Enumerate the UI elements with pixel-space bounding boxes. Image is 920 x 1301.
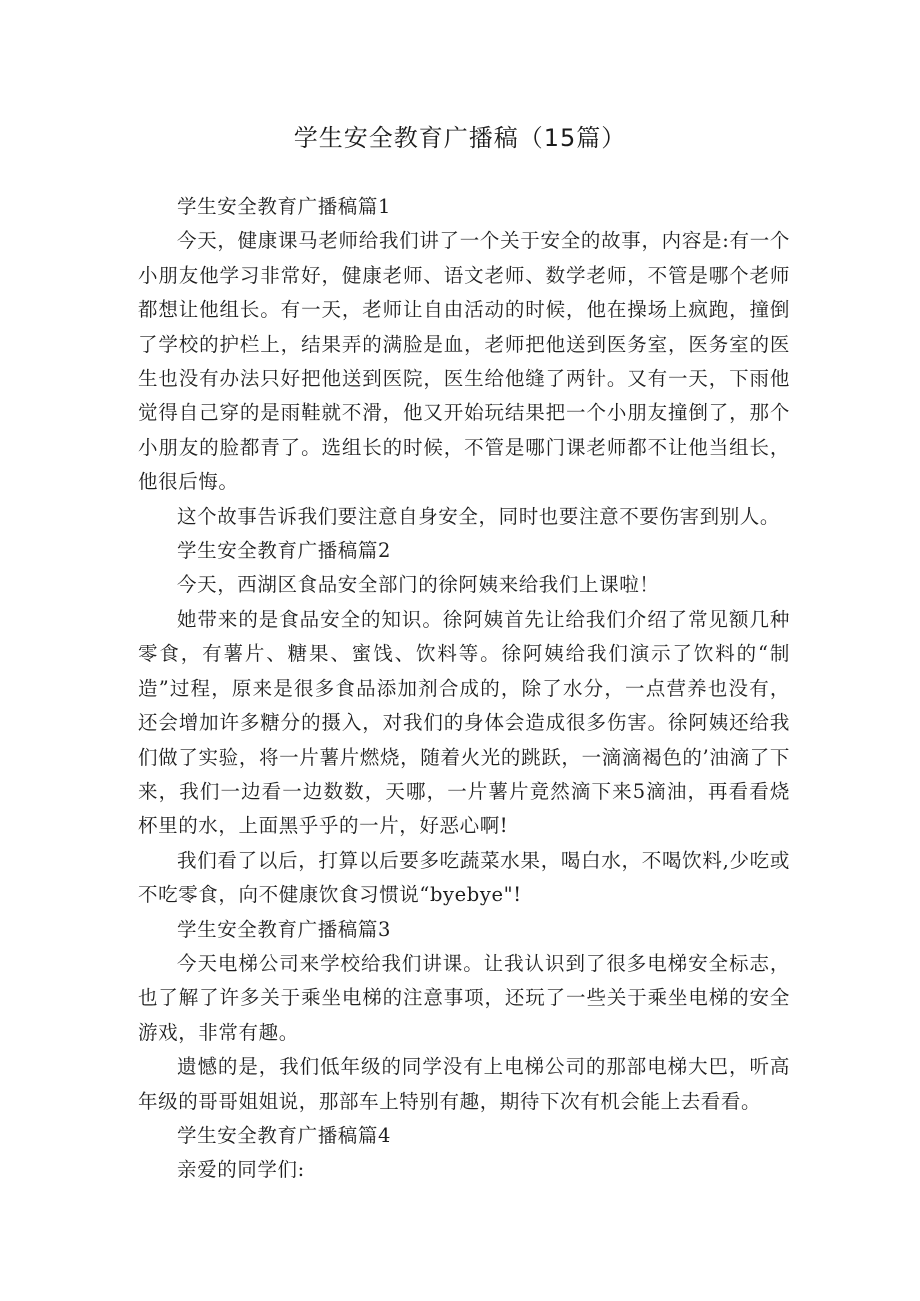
section-heading-3: 学生安全教育广播稿篇3: [177, 917, 392, 941]
paragraph: 她带来的是食品安全的知识。徐阿姨首先让给我们介绍了常见额几种零食，有薯片、糖果、蜜饯、饮料等。徐阿姨给我们演示了饮料的“制造”过程，原来是很多食品添加剂合成的，除了水分，一点营养也没有，还会增加许多糖分的摄入，对我们的身体会造成很多伤害。徐阿姨还给我们做了实验，将一片薯片燃烧，随着火光的跳跃，一滴滴褐色的’油滴了下来，我们一边看一边数数，天哪，一片薯片竟然滴下来5滴油，再看看烧杯里的水，上面黑乎乎的一片，好恶心啊!: [138, 607, 790, 838]
paragraph: 今天，健康课马老师给我们讲了一个关于安全的故事，内容是:有一个小朋友他学习非常好，健康老师、语文老师、数学老师，不管是哪个老师都想让他组长。有一天，老师让自由活动的时候，他在操场上疯跑，撞倒了学校的护栏上，结果弄的满脸是血，老师把他送到医务室，医务室的医生也没有办法只好把他送到医院，医生给他缝了两针。又有一天，下雨他觉得自己穿的是雨鞋就不滑，他又开始玩结果把一个小朋友撞倒了，那个小朋友的脸都青了。选组长的时候，不管是哪门课老师都不让他当组长，他很后悔。: [138, 229, 790, 494]
paragraph: 这个故事告诉我们要注意自身安全，同时也要注意不要伤害到别人。: [177, 504, 781, 528]
section-heading-4: 学生安全教育广播稿篇4: [177, 1123, 392, 1147]
paragraph: 今天电梯公司来学校给我们讲课。让我认识到了很多电梯安全标志，也了解了许多关于乘坐电梯的注意事项，还玩了一些关于乘坐电梯的安全游戏，非常有趣。: [138, 951, 790, 1044]
page-title: 学生安全教育广播稿（15篇）: [293, 124, 627, 152]
paragraph: 亲爱的同学们:: [177, 1158, 305, 1182]
paragraph: 我们看了以后，打算以后要多吃蔬菜水果，喝白水，不喝饮料,少吃或不吃零食，向不健康饮食习惯说“byebye"!: [138, 848, 790, 907]
section-heading-2: 学生安全教育广播稿篇2: [177, 539, 392, 563]
section-heading-1: 学生安全教育广播稿篇1: [177, 195, 392, 218]
paragraph: 遗憾的是，我们低年级的同学没有上电梯公司的那部电梯大巴，听高年级的哥哥姐姐说，那部车上特别有趣，期待下次有机会能上去看看。: [138, 1055, 790, 1113]
document-body: [138, 190, 790, 1188]
paragraph: 今天，西湖区食品安全部门的徐阿姨来给我们上课啦！: [177, 573, 660, 597]
